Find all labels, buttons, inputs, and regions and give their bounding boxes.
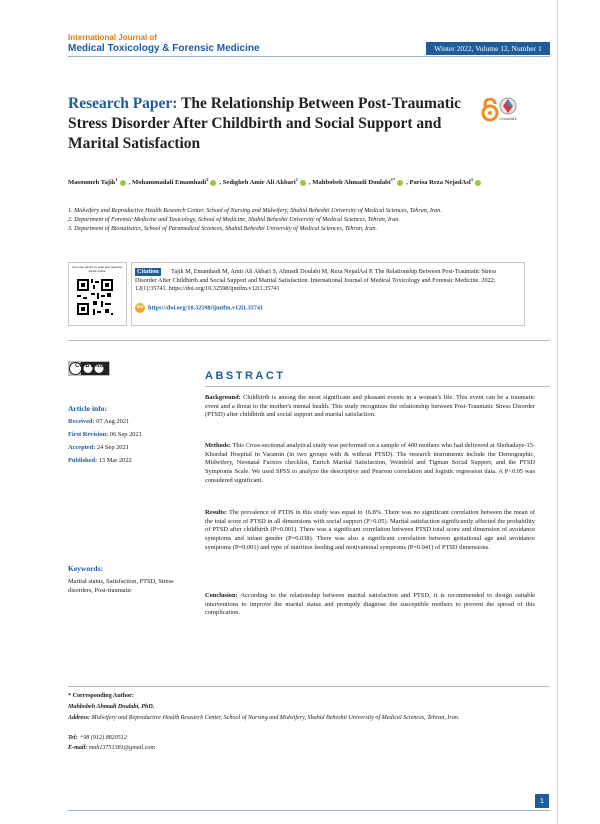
article-title	[68, 94, 468, 154]
author-name[interactable]: Parisa Reza NejadAsl	[409, 179, 471, 187]
keywords-text: Marital status, Satisfaction, PTSD, Stress disorders, Post-traumatic	[68, 578, 174, 594]
section-divider	[68, 340, 550, 341]
orcid-icon[interactable]	[120, 180, 126, 186]
doi-icon: doi	[135, 303, 145, 313]
footer-divider	[68, 686, 550, 687]
received-line	[68, 418, 129, 425]
email-address[interactable]: mah13751381@gmail.com	[88, 745, 155, 751]
affiliation-1: 1. Midwifery and Reproductive Health Research Center, School of Nursing and Midwifery, Shahid Beheshti University of Medical Sciences, Tehran, Iran.	[68, 208, 442, 214]
doi-link[interactable]	[135, 303, 263, 313]
author-name[interactable]: Sedigheh Amir Ali Akbari	[222, 179, 296, 187]
corresponding-email	[68, 744, 538, 752]
methods-text: This Cross-sectional analytical study was performed on a sample of 400 mothers who had delivered at Shohadaye-15-Khordad Hospital in Varamin (in two groups with & without PTSD). The research instruments include the Demographic, Midwifery, Neonatal Factors checklist, Enrich Marital Satisfaction, Weinfeld and Tigman Social Support, and the PTSD Symptoms Scale. We used SPSS to analyze the descriptive and Pearson correlation and logistic regression data. A P<0.05 was considered significant.	[205, 442, 536, 484]
abstract-heading: ABSTRACT	[205, 370, 286, 382]
revision-label: First Revision:	[68, 431, 109, 438]
email-label: E-mail:	[68, 745, 88, 751]
journal-name-line2: Medical Toxicology & Forensic Medicine	[68, 43, 260, 54]
accepted-date: 24 Sep 2021	[96, 444, 129, 451]
author-affil-sup: 2	[206, 177, 209, 182]
accepted-label: Accepted:	[68, 444, 96, 451]
background-text: Childbirth is among the most significant and pleasant events in a woman's life. This event can be a traumatic event and a threat to the mother's mental health. This study recognizes the relationship between Post-Traumatic Stress Disorder (PTSD) after childbirth and social support and marital satisfaction.	[205, 394, 535, 419]
abstract-results	[205, 509, 535, 553]
orcid-icon[interactable]	[300, 180, 306, 186]
page-edge-rule	[557, 0, 558, 824]
author-name[interactable]: Mahbobeh Ahmadi Doulabi	[312, 179, 391, 187]
qr-code-icon[interactable]	[75, 277, 115, 317]
article-info-heading: Article info:	[68, 404, 107, 413]
results-label: Results:	[205, 509, 228, 516]
abstract-methods	[205, 442, 535, 486]
methods-label: Methods:	[205, 442, 231, 449]
accepted-line	[68, 444, 129, 451]
conclusion-label: Conclusion:	[205, 592, 238, 599]
header-divider	[68, 56, 550, 57]
corresponding-name: Mahbobeh Ahmadi Doulabi, PhD.	[68, 704, 155, 710]
svg-text:CrossMark: CrossMark	[499, 117, 517, 121]
doi-url[interactable]: https://doi.org/10.32598/ijmtfm.v12i1.35741	[148, 304, 264, 312]
address-text: Midwifery and Reproductive Health Research Center, School of Nursing and Midwifery, Shahid Beheshti University of Medical Sciences, Tehran, Iran.	[91, 715, 460, 721]
background-label: Background:	[205, 394, 241, 401]
issue-badge: Winter 2022, Volume 12, Number 1	[426, 42, 550, 55]
open-access-icon	[480, 98, 500, 122]
journal-name-line1: International Journal of	[68, 33, 157, 42]
published-line	[68, 457, 132, 464]
orcid-icon[interactable]	[210, 180, 216, 186]
corresponding-heading: * Corresponding Author:	[68, 693, 134, 699]
crossmark-icon[interactable]	[498, 96, 518, 122]
tel-label: Tel:	[68, 735, 78, 741]
cc-license-text: CC BY NC	[75, 363, 104, 369]
corresponding-address	[68, 714, 538, 722]
revision-line	[68, 431, 142, 438]
author-affil-sup: 3	[470, 177, 473, 182]
revision-date: 06 Sep 2021	[109, 431, 142, 438]
author-name[interactable]: Mohammadali Emamhadi	[132, 179, 207, 187]
received-date: 07 Aug 2021	[96, 418, 130, 425]
affiliation-3: 3. Department of Biostatistics, School of Paramedical Sciences, Shahid Beheshti University of Medical Sciences, Tehran, Iran.	[68, 226, 377, 232]
author-name[interactable]: Masoumeh Tajik	[68, 179, 116, 187]
title-text: The Relationship Between Post-Traumatic Stress Disorder After Childbirth and Social Support and Marital Satisfaction	[68, 95, 462, 152]
corresponding-tel	[68, 734, 538, 742]
results-text: The prevalence of PTDS in this study was equal to 16.8%. There was no significant correlation between the mean of the total score of PTSD in all dimensions with social support (P>0.05). Marital satisfaction significantly affected the probability of PTSD after childbirth (P=0.001). There was a significant correlation between PTSD total score and dimension of avoidance symptoms and infant gender (P=0.038). There was also a significant correlation between gestational age and avoidance symptoms (P=0.001) and type of nutrition feeding and motivational symptoms (P=0.041) of PTSD dimensions.	[205, 509, 535, 551]
published-label: Published:	[68, 457, 98, 464]
abstract-conclusion	[205, 592, 535, 618]
orcid-icon[interactable]	[475, 180, 481, 186]
author-affil-sup: 1	[295, 177, 298, 182]
conclusion-text: According to the relationship between marital satisfaction and PTSD, it is recommended to design suitable interventions to improve the marital status and promptly diagnose the susceptible mothers to prevent the spread of this complication.	[205, 592, 536, 617]
tel-number: +98 (912) 8820512	[79, 735, 127, 741]
abstract-divider	[205, 386, 550, 387]
abstract-background	[205, 394, 535, 420]
author-affil-sup: 1*	[390, 177, 396, 182]
author-list: Masoumeh Tajik$^1$ , Mohammadali Emamhadi$^2$ , Sedigheh Amir Ali Akbari$^1$ , Mahbobeh Ahmadi Doulabi$^{1*}$ , Parisa Reza NejadAsl$^3$	[68, 175, 538, 187]
citation-text: Tajik M, Emamhadi M, Amir Ali Akbari S, Ahmadi Doulabi M, Reza NejadAsl P. The Relationship Between Post-Traumatic Stress Disorder After Childbirth and Social Support and Marital Satisfaction. International Journal of Medical Toxicology and Forensic Medicine. 2022; 12(1):35741. https://doi.org/10.32598/ijmtfm.v12i1.35741	[135, 268, 497, 293]
paper-type-label: Research Paper:	[68, 95, 178, 112]
qr-caption: Use your device to scan and read the article online	[72, 265, 122, 273]
address-label: Address:	[68, 715, 91, 721]
page-number: 1	[535, 794, 549, 808]
keywords-heading: Keywords:	[68, 564, 103, 573]
orcid-icon[interactable]	[397, 180, 403, 186]
affiliation-2: 2. Department of Forensic Medicine and Toxicology, School of Medicine, Shahid Beheshti University of Medical Sciences, Tehran, Iran.	[68, 217, 400, 223]
footer-bottom-rule	[68, 810, 550, 811]
received-label: Received:	[68, 418, 95, 425]
author-affil-sup: 1	[115, 177, 118, 182]
citation-label: Citation	[137, 268, 159, 275]
published-date: 13 Mar 2022	[98, 457, 132, 464]
